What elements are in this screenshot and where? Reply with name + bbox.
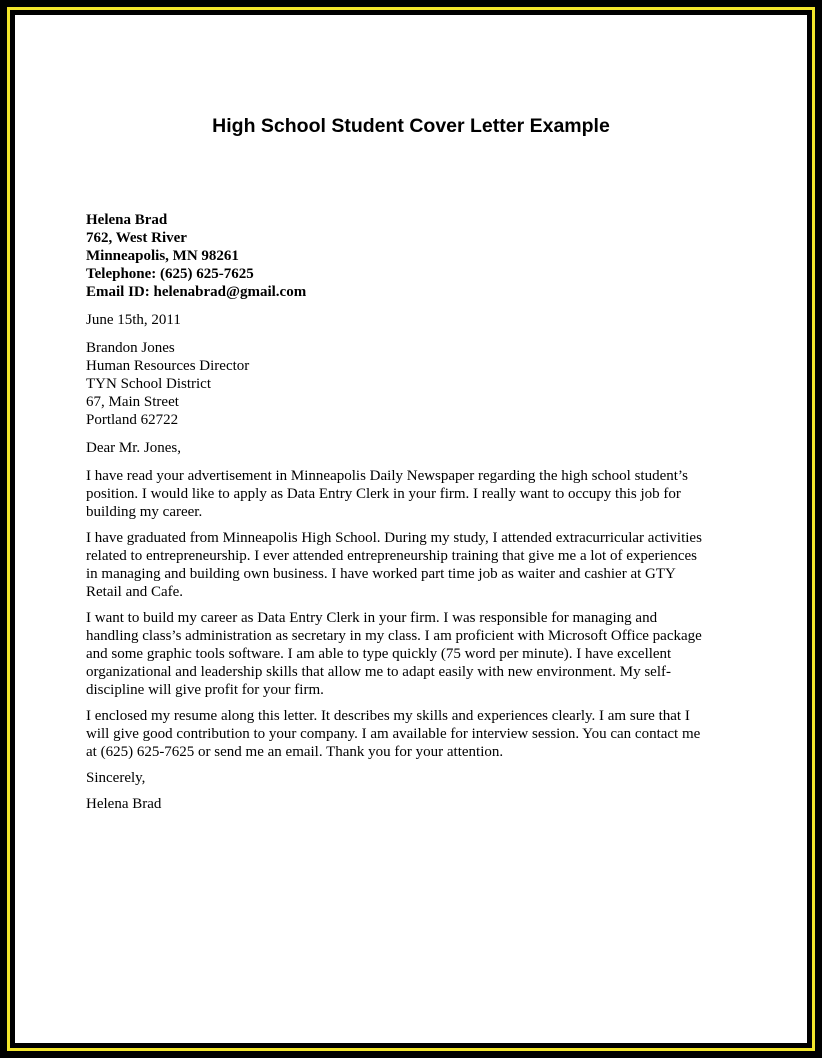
paragraph-3: [86, 609, 746, 699]
paragraph-line: discipline will give profit for your firm.: [86, 682, 324, 698]
sender-email: Email ID: helenabrad@gmail.com: [86, 284, 307, 300]
cover-letter-body: [86, 211, 746, 813]
paragraph-line: I have read your advertisement in Minneapolis Daily Newspaper regarding the high school student’s: [86, 468, 688, 484]
sender-street: 762, West River: [86, 230, 187, 246]
closing: [86, 769, 746, 787]
recipient-address: [86, 339, 746, 429]
paragraph-line: I want to build my career as Data Entry Clerk in your firm. I was responsible for managing and: [86, 610, 658, 626]
page-title: High School Student Cover Letter Example: [212, 115, 610, 137]
recipient-title: Human Resources Director: [86, 358, 250, 374]
paragraph-line: organizational and leadership skills that allow me to adapt easily with new environment. My self-: [86, 664, 671, 680]
paragraph-line: and some graphic tools software. I am able to type quickly (75 word per minute). I have excellent: [86, 646, 672, 662]
paragraph-line: handling class’s administration as secretary in my class. I am proficient with Microsoft Office package: [86, 628, 702, 644]
signature: [86, 795, 746, 813]
paragraph-line: Retail and Cafe.: [86, 584, 184, 600]
paragraph-1: [86, 467, 746, 521]
salutation-text: Dear Mr. Jones,: [86, 440, 181, 456]
paragraph-line: I enclosed my resume along this letter. It describes my skills and experiences clearly. I am sure that I: [86, 708, 690, 724]
paragraph-line: I have graduated from Minneapolis High School. During my study, I attended extracurricular activities: [86, 530, 702, 546]
paragraph-line: position. I would like to apply as Data Entry Clerk in your firm. I really want to occupy this job for: [86, 486, 681, 502]
recipient-name: Brandon Jones: [86, 340, 175, 356]
paragraph-line: building my career.: [86, 504, 203, 520]
document-page: [15, 15, 807, 1043]
paragraph-line: will give good contribution to your company. I am available for interview session. You can contact me: [86, 726, 701, 742]
signature-text: Helena Brad: [86, 796, 162, 812]
paragraph-line: related to entrepreneurship. I ever attended entrepreneurship training that give me a lot of experiences: [86, 548, 697, 564]
sender-telephone: Telephone: (625) 625-7625: [86, 266, 254, 282]
sender-address: [86, 211, 746, 301]
closing-text: Sincerely,: [86, 770, 146, 786]
sender-city: Minneapolis, MN 98261: [86, 248, 239, 264]
paragraph-line: at (625) 625-7625 or send me an email. Thank you for your attention.: [86, 744, 504, 760]
salutation: [86, 439, 746, 457]
date-text: June 15th, 2011: [86, 312, 181, 328]
paragraph-line: in managing and building own business. I have worked part time job as waiter and cashier at GTY: [86, 566, 676, 582]
paragraph-2: [86, 529, 746, 601]
paragraph-4: [86, 707, 746, 761]
recipient-city: Portland 62722: [86, 412, 179, 428]
recipient-organization: TYN School District: [86, 376, 211, 392]
recipient-street: 67, Main Street: [86, 394, 179, 410]
sender-name: Helena Brad: [86, 212, 168, 228]
letter-date: [86, 311, 746, 329]
